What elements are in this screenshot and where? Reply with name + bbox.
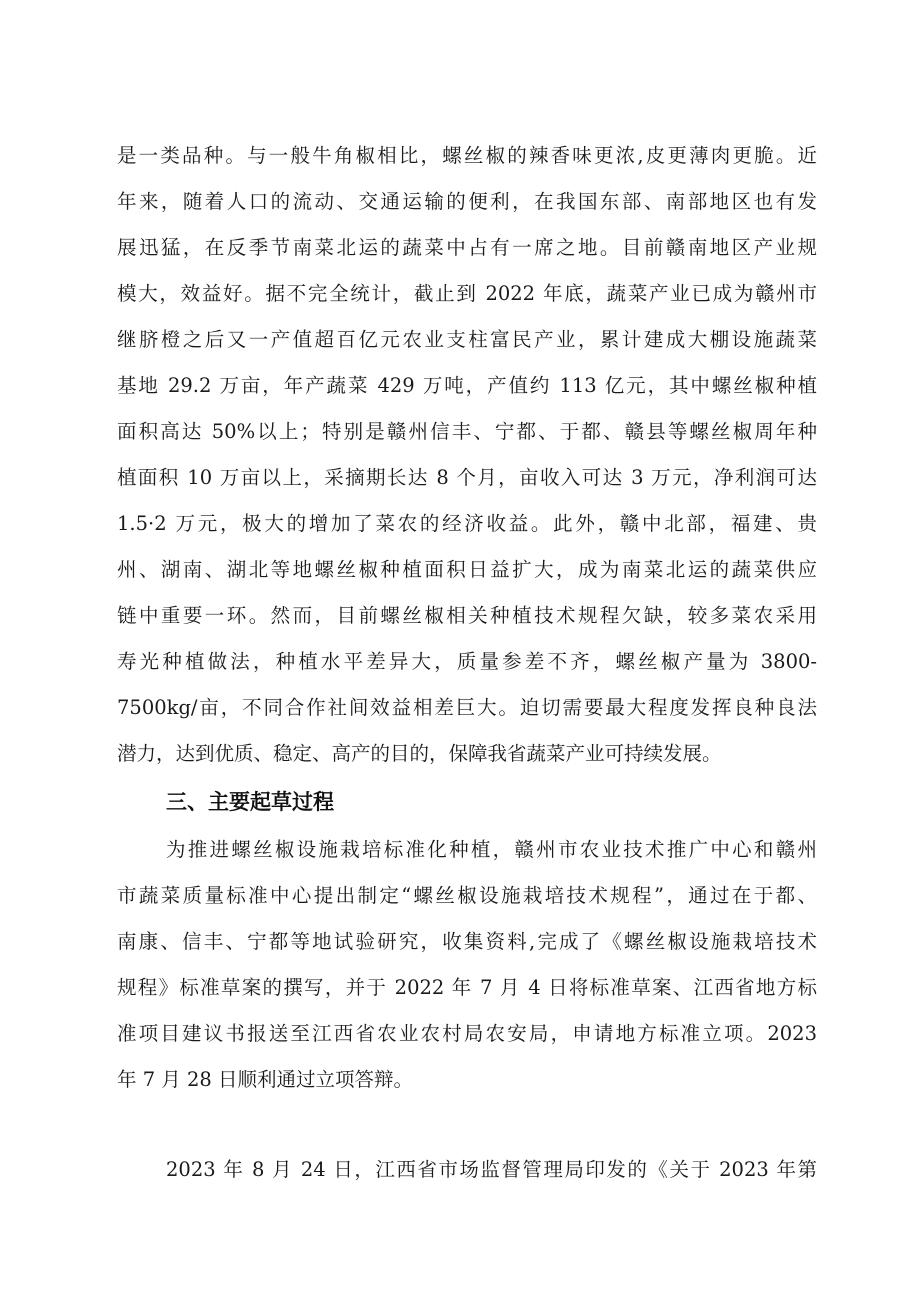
text-line: 链中重要一环。然而，目前螺丝椒相关种植技术规程欠缺，较多菜农采用	[117, 604, 817, 627]
text-line: 面积高达 50%以上；特别是赣州信丰、宁都、于都、赣县等螺丝椒周年种	[117, 420, 817, 443]
text-line: 市蔬菜质量标准中心提出制定“螺丝椒设施栽培技术规程”，通过在于都、	[117, 884, 817, 907]
text-line: 规程》标准草案的撰写，并于 2022 年 7 月 4 日将标准草案、江西省地方标	[117, 976, 817, 999]
text-line: 州、湖南、湖北等地螺丝椒种植面积日益扩大，成为南菜北运的蔬菜供应	[117, 558, 817, 581]
text-line: 展迅猛，在反季节南菜北运的蔬菜中占有一席之地。目前赣南地区产业规	[117, 236, 817, 259]
text-line: 继脐橙之后又一产值超百亿元农业支柱富民产业，累计建成大棚设施蔬菜	[117, 328, 817, 351]
text-line: 7500kg/亩，不同合作社间效益相差巨大。迫切需要最大程度发挥良种良法	[117, 696, 817, 719]
text-line: 年来，随着人口的流动、交通运输的便利，在我国东部、南部地区也有发	[117, 190, 817, 213]
text-line: 潜力，达到优质、稳定、高产的目的，保障我省蔬菜产业可持续发展。	[117, 742, 722, 765]
text-line: 是一类品种。与一般牛角椒相比，螺丝椒的辣香味更浓,皮更薄肉更脆。近	[117, 144, 817, 167]
section-heading: 三、主要起草过程	[166, 790, 334, 814]
text-line: 基地 29.2 万亩，年产蔬菜 429 万吨，产值约 113 亿元，其中螺丝椒种植	[117, 374, 817, 397]
text-line: 植面积 10 万亩以上，采摘期长达 8 个月，亩收入可达 3 万元，净利润可达	[117, 466, 817, 489]
text-line: 寿光种植做法，种植水平差异大，质量参差不齐，螺丝椒产量为 3800-	[117, 650, 817, 673]
text-line: 为推进螺丝椒设施栽培标准化种植，赣州市农业技术推广中心和赣州	[166, 838, 817, 861]
text-line: 准项目建议书报送至江西省农业农村局农安局，申请地方标准立项。2023	[117, 1022, 817, 1045]
text-line: 模大，效益好。据不完全统计，截止到 2022 年底，蔬菜产业已成为赣州市	[117, 282, 817, 305]
text-line: 1.5·2 万元，极大的增加了菜农的经济收益。此外，赣中北部，福建、贵	[117, 512, 817, 535]
text-line: 南康、信丰、宁都等地试验研究，收集资料,完成了《螺丝椒设施栽培技术	[117, 930, 817, 953]
text-line: 年 7 月 28 日顺利通过立项答辩。	[117, 1068, 414, 1091]
text-line: 2023 年 8 月 24 日，江西省市场监督管理局印发的《关于 2023 年第	[166, 1158, 817, 1181]
